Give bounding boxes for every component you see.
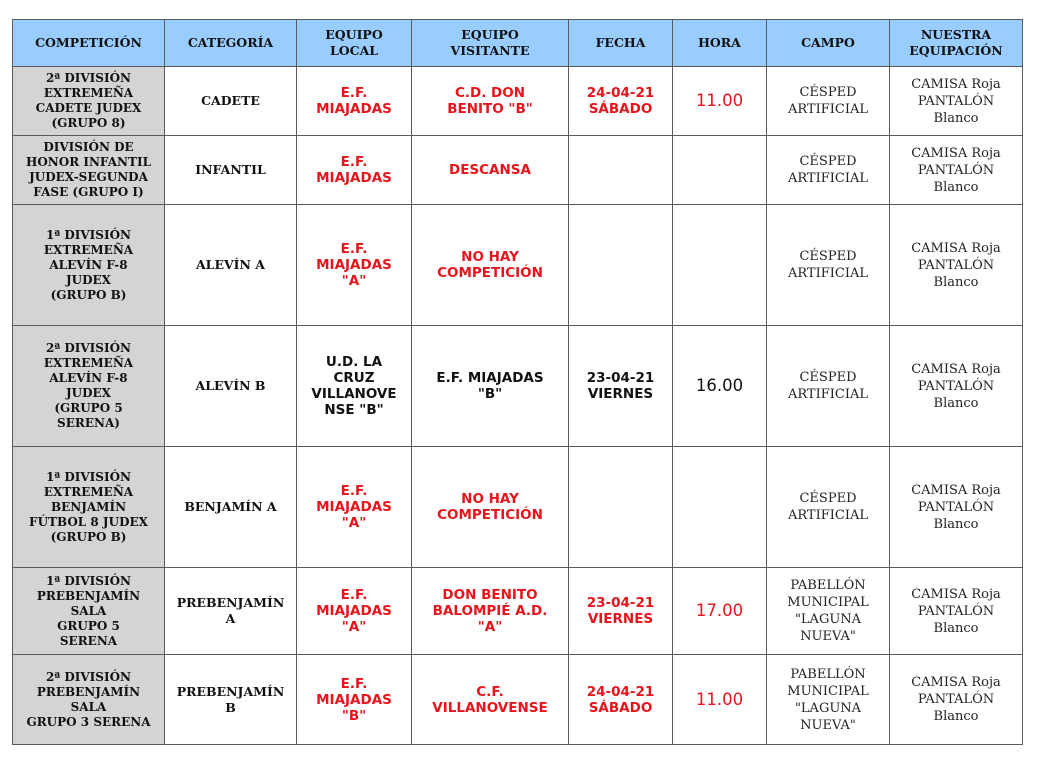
cell-line: FASE (GRUPO I)	[33, 185, 144, 199]
equipacion-cell	[890, 205, 1023, 326]
cell-line: DON BENITO	[442, 587, 538, 603]
cell-line: CÉSPED	[799, 85, 857, 100]
cell-line: NO HAY	[461, 249, 519, 265]
header-line: EQUIPO	[325, 27, 383, 42]
cell-line: JUDEX	[65, 272, 111, 287]
cell-line: SERENA	[59, 633, 118, 648]
cell-line: PREBENJAMÍN	[36, 588, 141, 603]
competicion-cell	[13, 447, 165, 568]
cell-line: PANTALÓN	[917, 378, 995, 394]
fecha-cell	[569, 205, 673, 326]
cell-line: SALA	[70, 603, 107, 618]
cell-line: CÉSPED	[799, 154, 857, 169]
categoria-cell	[165, 447, 297, 568]
fecha-cell	[569, 568, 673, 655]
cell-line: 23-04-21	[586, 595, 655, 611]
cell-line: JUDEX-SEGUNDA	[29, 170, 148, 184]
cell-line: "B"	[477, 386, 503, 402]
competicion-cell	[13, 326, 165, 447]
cell-line: ALEVÍN F-8	[49, 257, 128, 272]
equipo-visitante-cell	[412, 67, 569, 136]
cell-line: VILLANOVENSE	[432, 699, 548, 716]
fecha-cell	[569, 136, 673, 205]
categoria-cell	[165, 568, 297, 655]
cell-line: E.F.	[340, 675, 368, 692]
cell-line: CÉSPED	[799, 249, 857, 264]
campo-cell	[767, 326, 890, 447]
header-row	[13, 20, 1023, 67]
equipacion-cell	[890, 655, 1023, 745]
cell-line: Blanco	[933, 516, 979, 532]
header-line: VISITANTE	[450, 43, 530, 58]
competicion-cell	[13, 67, 165, 136]
cell-line: MIAJADAS	[316, 499, 392, 515]
header-competicion: COMPETICIÓN	[13, 20, 165, 67]
cell-line: 1ª DIVISIÓN	[45, 227, 131, 242]
cell-line: "LAGUNA	[794, 700, 862, 716]
cell-line: B	[225, 699, 236, 715]
cell-line: BALOMPIÉ A.D.	[432, 603, 548, 619]
cell-line: CAMISA Roja	[911, 361, 1001, 377]
cell-line: COMPETICIÓN	[437, 507, 543, 523]
hora-cell	[673, 205, 767, 326]
cell-line: NO HAY	[461, 491, 519, 507]
equipo-local-cell	[297, 447, 412, 568]
cell-line: "LAGUNA	[794, 612, 862, 627]
cell-line: "A"	[341, 273, 367, 289]
cell-line: (GRUPO B)	[50, 529, 127, 544]
cell-line: 2ª DIVISIÓN	[45, 669, 131, 684]
campo-cell	[767, 568, 890, 655]
cell-line: 24-04-21	[586, 85, 655, 101]
cell-line: (GRUPO 5	[54, 401, 123, 415]
header-line: NUESTRA	[920, 27, 992, 42]
header-hora: HORA	[673, 20, 767, 67]
table-row	[13, 67, 1023, 136]
hora-cell: 16.00	[673, 326, 767, 447]
cell-line: EXTREMEÑA	[43, 356, 134, 370]
cell-line: "A"	[341, 619, 367, 635]
header-categoria: CATEGORÍA	[165, 20, 297, 67]
equipo-visitante-cell	[412, 326, 569, 447]
cell-line: MIAJADAS	[316, 101, 392, 117]
header-fecha: FECHA	[569, 20, 673, 67]
campo-cell	[767, 447, 890, 568]
cell-line: PREBENJAMÍN	[176, 595, 285, 610]
match-schedule-table	[12, 19, 1023, 745]
equipo-visitante-cell	[412, 568, 569, 655]
equipacion-cell	[890, 136, 1023, 205]
cell-line: PANTALÓN	[917, 603, 995, 619]
table-row	[13, 655, 1023, 745]
cell-line: Blanco	[933, 274, 979, 290]
cell-line: 24-04-21	[586, 683, 655, 700]
table-row	[13, 568, 1023, 655]
cell-line: JUDEX	[65, 386, 111, 400]
cell-line: 23-04-21	[586, 370, 655, 386]
cell-line: E.F. MIAJADAS	[436, 370, 544, 386]
fecha-cell	[569, 67, 673, 136]
cell-line: CAMISA Roja	[911, 240, 1001, 256]
cell-line: PREBENJAMÍN	[36, 684, 141, 699]
table-row	[13, 136, 1023, 205]
cell-line: ALEVÍN F-8	[49, 371, 128, 385]
cell-line: BENJAMÍN A	[184, 499, 277, 514]
categoria-cell	[165, 136, 297, 205]
cell-line: CAMISA Roja	[911, 482, 1001, 498]
header-equipacion	[890, 20, 1023, 67]
cell-line: Blanco	[933, 395, 979, 411]
equipo-local-cell	[297, 568, 412, 655]
cell-line: BENJAMÍN	[50, 499, 127, 514]
cell-line: PANTALÓN	[917, 257, 995, 273]
cell-line: MIAJADAS	[316, 691, 392, 708]
cell-line: (GRUPO 8)	[51, 116, 126, 130]
cell-line: Blanco	[933, 110, 979, 126]
cell-line: CAMISA Roja	[911, 145, 1001, 161]
cell-line: SÁBADO	[588, 101, 653, 117]
cell-line: "A"	[477, 619, 503, 635]
cell-line: EXTREMEÑA	[43, 86, 134, 100]
header-equipo-visitante	[412, 20, 569, 67]
cell-line: ARTIFICIAL	[787, 387, 868, 402]
hora-cell: 11.00	[673, 67, 767, 136]
categoria-cell	[165, 205, 297, 326]
cell-line: PABELLÓN	[790, 578, 866, 593]
fecha-cell	[569, 326, 673, 447]
table-body	[13, 67, 1023, 745]
cell-line: FÚTBOL 8 JUDEX	[29, 514, 148, 529]
cell-line: CÉSPED	[799, 491, 857, 506]
fecha-cell	[569, 655, 673, 745]
cell-line: PANTALÓN	[917, 93, 995, 109]
hora-cell: 17.00	[673, 568, 767, 655]
header-line: EQUIPO	[461, 27, 519, 42]
cell-line: SERENA)	[57, 416, 120, 430]
cell-line: ARTIFICIAL	[787, 102, 868, 117]
equipo-local-cell	[297, 326, 412, 447]
cell-line: PANTALÓN	[917, 692, 995, 707]
equipo-visitante-cell	[412, 136, 569, 205]
hora-cell	[673, 136, 767, 205]
cell-line: U.D. LA	[325, 354, 383, 370]
cell-line: Blanco	[933, 709, 979, 724]
cell-line: 2ª DIVISIÓN	[45, 71, 131, 85]
equipacion-cell	[890, 67, 1023, 136]
cell-line: ALEVÍN B	[195, 378, 266, 393]
cell-line: GRUPO 3 SERENA	[26, 714, 151, 729]
cell-line: SÁBADO	[588, 699, 653, 716]
categoria-cell	[165, 67, 297, 136]
header-equipo-local	[297, 20, 412, 67]
cell-line: NUEVA"	[800, 629, 856, 644]
cell-line: VIERNES	[587, 386, 654, 402]
header-line: EQUIPACIÓN	[909, 43, 1003, 58]
cell-line: MIAJADAS	[316, 257, 392, 273]
cell-line: C.D. DON	[454, 85, 526, 101]
cell-line: "A"	[341, 515, 367, 531]
cell-line: 1ª DIVISIÓN	[45, 573, 131, 588]
cell-line: NSE "B"	[324, 402, 384, 418]
cell-line: E.F.	[340, 241, 368, 257]
cell-line: ARTIFICIAL	[787, 171, 868, 186]
competicion-cell	[13, 655, 165, 745]
cell-line: CRUZ	[333, 370, 375, 386]
cell-line: SALA	[70, 699, 107, 714]
cell-line: CAMISA Roja	[911, 586, 1001, 602]
cell-line: DIVISIÓN DE	[43, 140, 134, 154]
header-campo: CAMPO	[767, 20, 890, 67]
cell-line: MIAJADAS	[316, 603, 392, 619]
cell-line: CADETE	[201, 93, 260, 108]
cell-line: ALEVÍN A	[195, 257, 266, 272]
cell-line: E.F.	[340, 154, 368, 170]
cell-line: VILLANOVE	[311, 386, 397, 402]
cell-line: 1ª DIVISIÓN	[45, 469, 131, 484]
table-row	[13, 326, 1023, 447]
header-line: LOCAL	[329, 43, 379, 58]
cell-line: CAMISA Roja	[911, 675, 1001, 690]
cell-line: C.F.	[476, 683, 504, 700]
campo-cell	[767, 67, 890, 136]
competicion-cell	[13, 205, 165, 326]
cell-line: DESCANSA	[449, 162, 531, 178]
cell-line: PREBENJAMÍN	[176, 683, 285, 699]
categoria-cell	[165, 326, 297, 447]
equipacion-cell	[890, 568, 1023, 655]
equipo-local-cell	[297, 67, 412, 136]
cell-line: CAMISA Roja	[911, 76, 1001, 92]
cell-line: VIERNES	[587, 611, 654, 627]
equipacion-cell	[890, 326, 1023, 447]
equipo-visitante-cell	[412, 655, 569, 745]
cell-line: EXTREMEÑA	[43, 484, 134, 499]
cell-line: EXTREMEÑA	[43, 242, 134, 257]
cell-line: E.F.	[340, 483, 368, 499]
campo-cell	[767, 655, 890, 745]
cell-line: E.F.	[340, 587, 368, 603]
cell-line: PANTALÓN	[917, 499, 995, 515]
cell-line: ARTIFICIAL	[787, 266, 868, 281]
competicion-cell	[13, 568, 165, 655]
cell-line: NUEVA"	[800, 717, 856, 733]
equipacion-cell	[890, 447, 1023, 568]
fecha-cell	[569, 447, 673, 568]
hora-cell	[673, 447, 767, 568]
competicion-cell	[13, 136, 165, 205]
campo-cell	[767, 136, 890, 205]
equipo-visitante-cell	[412, 447, 569, 568]
cell-line: PABELLÓN	[790, 666, 866, 682]
cell-line: MUNICIPAL	[787, 683, 869, 699]
cell-line: ARTIFICIAL	[787, 508, 868, 523]
cell-line: E.F.	[340, 85, 368, 101]
equipo-visitante-cell	[412, 205, 569, 326]
cell-line: GRUPO 5	[57, 618, 120, 633]
campo-cell	[767, 205, 890, 326]
cell-line: Blanco	[933, 179, 979, 195]
cell-line: COMPETICIÓN	[437, 265, 543, 281]
cell-line: BENITO "B"	[447, 101, 533, 117]
equipo-local-cell	[297, 136, 412, 205]
cell-line: 2ª DIVISIÓN	[45, 341, 131, 355]
cell-line: Blanco	[933, 620, 979, 636]
table-row	[13, 205, 1023, 326]
equipo-local-cell	[297, 205, 412, 326]
cell-line: PANTALÓN	[917, 162, 995, 178]
cell-line: "B"	[341, 707, 367, 724]
cell-line: MIAJADAS	[316, 170, 392, 186]
equipo-local-cell	[297, 655, 412, 745]
cell-line: CÉSPED	[799, 370, 857, 385]
categoria-cell	[165, 655, 297, 745]
hora-cell: 11.00	[673, 655, 767, 745]
cell-line: INFANTIL	[195, 162, 266, 177]
cell-line: MUNICIPAL	[787, 595, 869, 610]
cell-line: A	[225, 611, 236, 626]
cell-line: CADETE JUDEX	[35, 101, 142, 115]
cell-line: (GRUPO B)	[50, 287, 127, 302]
cell-line: HONOR INFANTIL	[25, 155, 152, 169]
table-row	[13, 447, 1023, 568]
